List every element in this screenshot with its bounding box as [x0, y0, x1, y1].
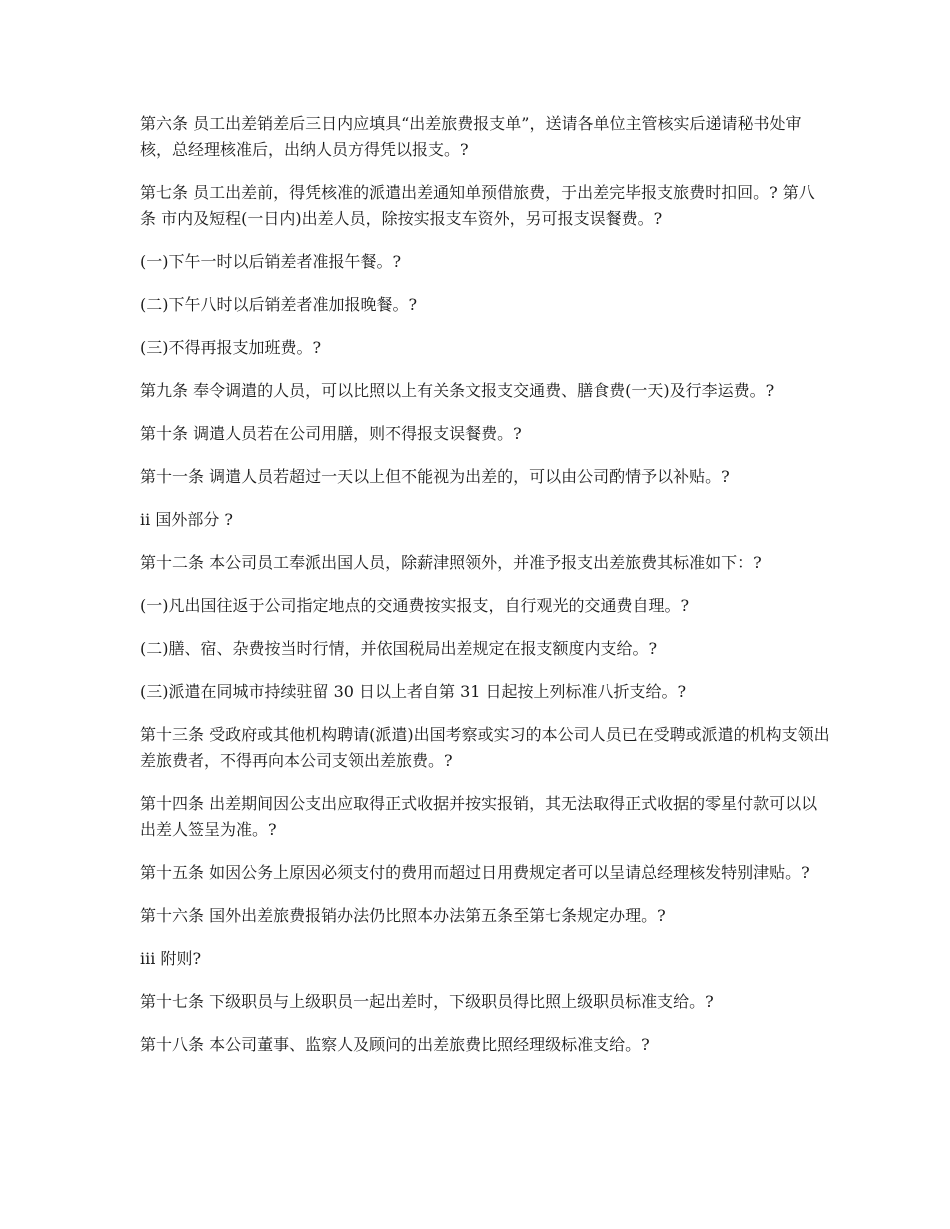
section-heading-overseas: ii 国外部分 ? [140, 510, 233, 529]
article-18: 第十八条 本公司董事、监察人及顾问的出差旅费比照经理级标准支给。? [140, 1035, 650, 1054]
article-13: 第十三条 受政府或其他机构聘请(派遣)出国考察或实习的本公司人员已在受聘或派遣的机构支领出差旅费者，不得再向本公司支领出差旅费。? [140, 725, 830, 770]
article-12-item-3: (三)派遣在同城市持续驻留 30 日以上者自第 31 日起按上列标准八折支给。? [140, 682, 687, 701]
article-7-8: 第七条 员工出差前，得凭核准的派遣出差通知单预借旅费，于出差完毕报支旅费时扣回。? 第八条 市内及短程(一日内)出差人员，除按实报支车资外，另可报支误餐费。? [140, 183, 815, 228]
article-8-item-1: (一)下午一时以后销差者准报午餐。? [140, 252, 402, 271]
article-12-item-2: (二)膳、宿、杂费按当时行情，并依国税局出差规定在报支额度内支给。? [140, 639, 658, 658]
article-14: 第十四条 出差期间因公支出应取得正式收据并按实报销，其无法取得正式收据的零星付款可以以出差人签呈为准。? [140, 794, 818, 839]
article-11: 第十一条 调遣人员若超过一天以上但不能视为出差的，可以由公司酌情予以补贴。? [140, 467, 730, 486]
article-8-item-3: (三)不得再报支加班费。? [140, 338, 322, 357]
article-8-item-2: (二)下午八时以后销差者准加报晚餐。? [140, 295, 418, 314]
section-heading-appendix: iii 附则? [140, 949, 202, 968]
article-12: 第十二条 本公司员工奉派出国人员，除薪津照领外，并准予报支出差旅费其标准如下：? [140, 553, 762, 572]
article-15: 第十五条 如因公务上原因必须支付的费用而超过日用费规定者可以呈请总经理核发特别津贴。? [140, 863, 810, 882]
article-10: 第十条 调遣人员若在公司用膳，则不得报支误餐费。? [140, 424, 522, 443]
article-17: 第十七条 下级职员与上级职员一起出差时，下级职员得比照上级职员标准支给。? [140, 992, 714, 1011]
article-6: 第六条 员工出差销差后三日内应填具“出差旅费报支单”，送请各单位主管核实后递请秘书处审核，总经理核准后，出纳人员方得凭以报支。? [140, 114, 802, 159]
article-16: 第十六条 国外出差旅费报销办法仍比照本办法第五条至第七条规定办理。? [140, 906, 666, 925]
article-9: 第九条 奉令调遣的人员，可以比照以上有关条文报支交通费、膳食费(一天)及行李运费。? [140, 381, 775, 400]
article-12-item-1: (一)凡出国往返于公司指定地点的交通费按实报支，自行观光的交通费自理。? [140, 596, 690, 615]
